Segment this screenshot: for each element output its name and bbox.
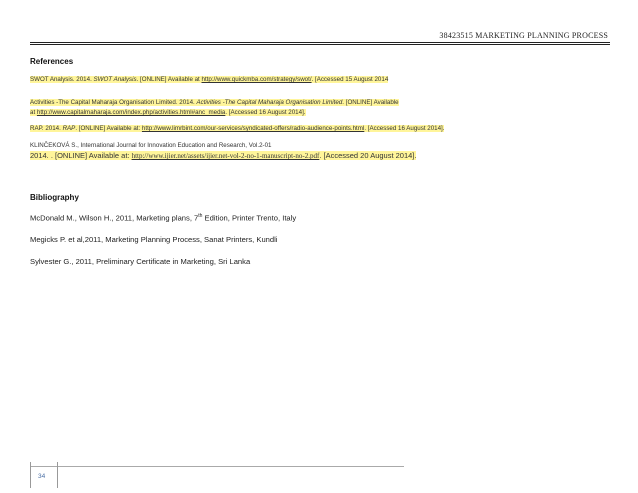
ref-text: . [ONLINE] Available at: — [75, 125, 142, 132]
ref-text: . [Accessed 15 August 2014 — [311, 76, 389, 83]
footer-divider — [57, 462, 58, 488]
running-header: 38423515 MARKETING PLANNING PROCESS — [439, 31, 608, 40]
ref-text: . [ONLINE] Available at — [136, 76, 202, 83]
ref-text: Activities -The Capital Maharaja Organisation Limited. 2014. — [30, 99, 197, 106]
bib-text: McDonald M., Wilson H., 2011, Marketing plans, 7 — [30, 213, 199, 223]
reference-link[interactable]: http://www.quickmba.com/strategy/swot/ — [201, 76, 312, 83]
bibliography-item: Sylvester G., 2011, Preliminary Certificate in Marketing, Sri Lanka — [30, 257, 251, 266]
ref-text: . [Accessed 16 August 2014]. — [225, 109, 306, 116]
reference-link[interactable]: http://www.ijier.net/assets/ijier.net-vol-2-no-1-manuscript-no-2.pdf — [131, 152, 320, 160]
ref-text: KLINČEKOVÁ S., International Journal for Innovation Education and Research, Vol.2-01 — [30, 142, 272, 149]
reference-swot — [30, 75, 388, 85]
page-number: 34 — [38, 473, 46, 480]
bib-superscript: th — [198, 213, 203, 219]
reference-rap — [30, 124, 444, 134]
ref-text: 2014. . [ONLINE] Available at: — [30, 151, 132, 160]
header-rule — [30, 42, 610, 45]
ref-title: Activities -The Capital Maharaja Organisation Limited — [196, 99, 343, 106]
bib-text: Edition, Printer Trento, Italy — [202, 213, 297, 223]
ref-text: . [Accessed 16 August 2014]. — [364, 125, 445, 132]
ref-title: SWOT Analysis — [93, 76, 137, 83]
footer-divider — [30, 462, 31, 488]
ref-text: . [ONLINE] Available — [342, 99, 399, 106]
bibliography-item — [30, 213, 296, 223]
bibliography-heading: Bibliography — [30, 193, 79, 202]
footer-rule — [30, 466, 404, 467]
ref-text: . [Accessed 20 August 2014]. — [319, 151, 417, 160]
ref-text: at — [30, 109, 37, 116]
reference-klincekova — [30, 141, 416, 162]
reference-activities — [30, 98, 399, 118]
references-heading: References — [30, 57, 74, 66]
bibliography-item: Megicks P. et al,2011, Marketing Planning Process, Sanat Printers, Kundli — [30, 235, 278, 244]
reference-link[interactable]: http://www.limrbint.com/our-services/syndicated-offers/radio-audience-points.html — [141, 125, 365, 132]
ref-text: SWOT Analysis. 2014. — [30, 76, 94, 83]
ref-text: RAP. 2014. — [30, 125, 63, 132]
ref-title: RAP — [62, 125, 76, 132]
reference-link[interactable]: http://www.capitalmaharaja.com/index.php/activities.html#anc_media — [36, 109, 226, 116]
